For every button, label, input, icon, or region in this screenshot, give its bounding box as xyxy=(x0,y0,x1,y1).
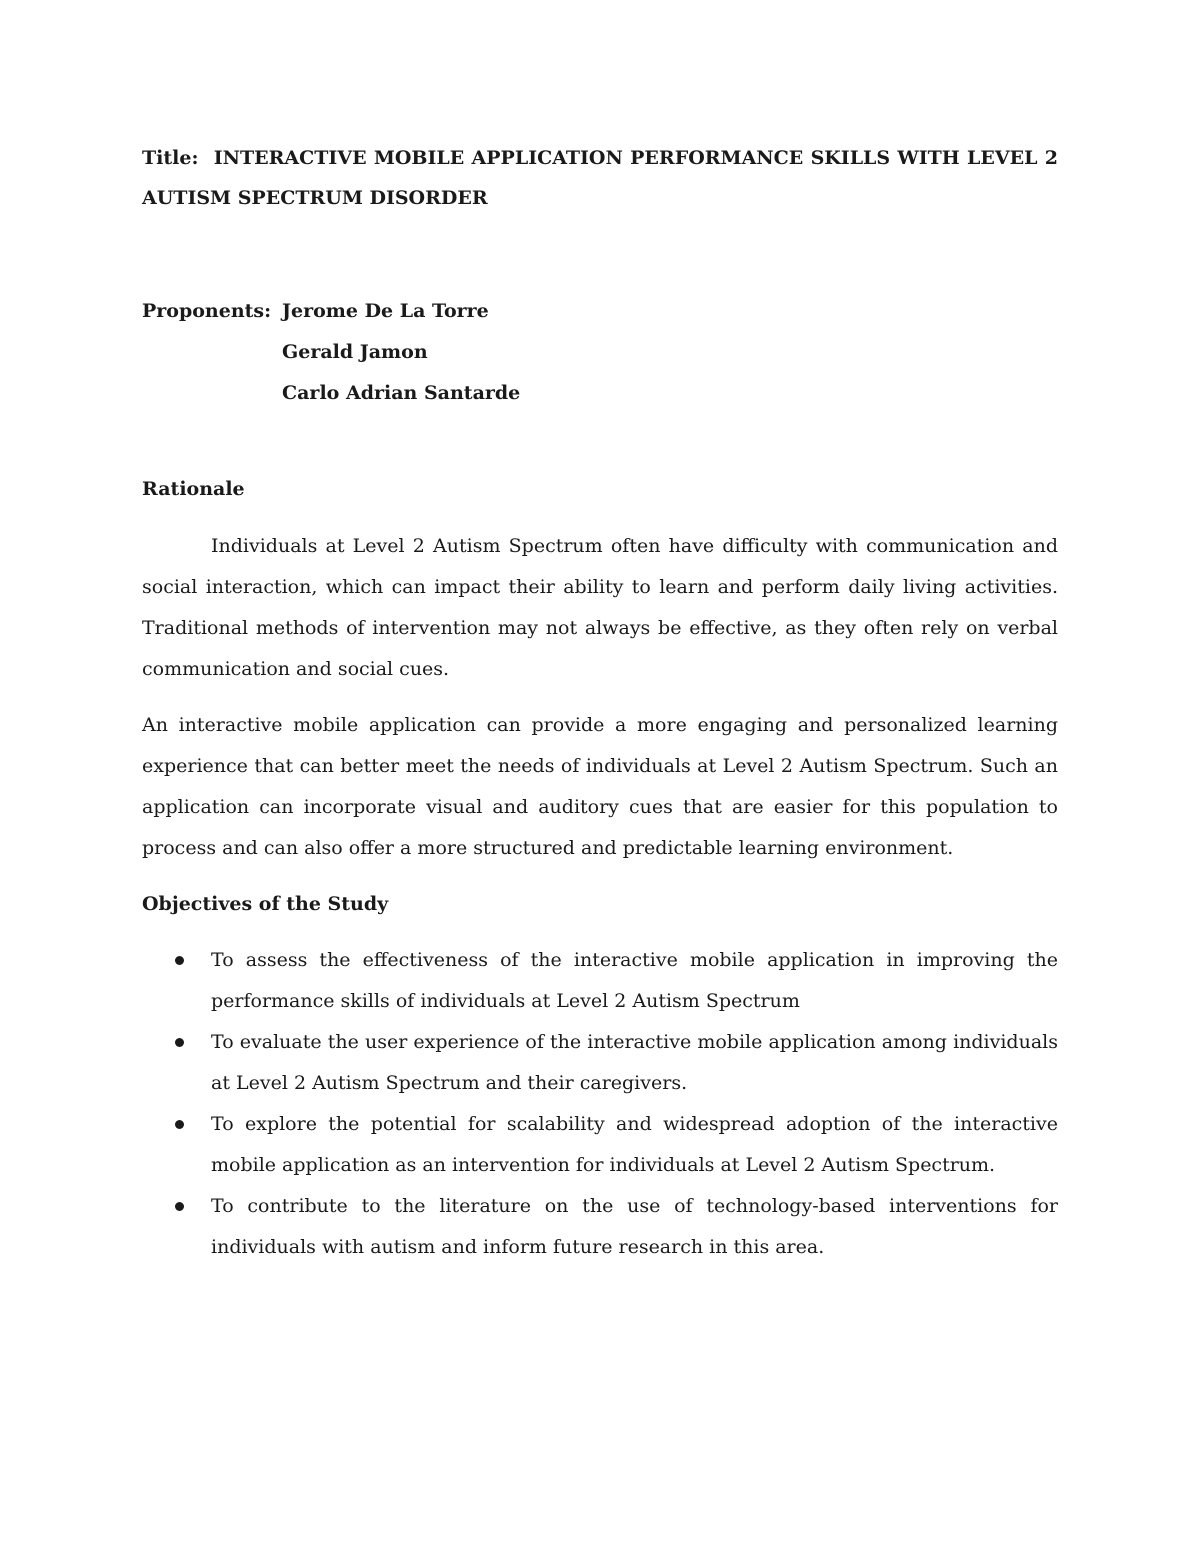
objectives-heading: Objectives of the Study xyxy=(142,893,389,915)
objective-item xyxy=(142,1186,1058,1268)
bullet-icon xyxy=(175,956,184,965)
document-body xyxy=(142,138,1058,1268)
title-label: Title: xyxy=(142,147,199,169)
objective-item xyxy=(142,1104,1058,1186)
objective-text: To contribute to the literature on the use of technology-based interventions for individuals with autism and inform future research in this area. xyxy=(211,1195,1058,1258)
objective-text: To evaluate the user experience of the interactive mobile application among individuals at Level 2 Autism Spectrum and their caregivers. xyxy=(211,1031,1058,1094)
bullet-icon xyxy=(175,1202,184,1211)
title-text: INTERACTIVE MOBILE APPLICATION PERFORMANCE SKILLS WITH LEVEL 2 AUTISM SPECTRUM DISORDER xyxy=(142,147,1058,209)
objective-text: To assess the effectiveness of the interactive mobile application in improving the performance skills of individuals at Level 2 Autism Spectrum xyxy=(211,949,1058,1012)
objective-item xyxy=(142,940,1058,1022)
bullet-icon xyxy=(175,1120,184,1129)
proponent-name: Gerald Jamon xyxy=(282,341,428,363)
bullet-icon xyxy=(175,1038,184,1047)
objective-item xyxy=(142,1022,1058,1104)
proponent-name: Jerome De La Torre xyxy=(282,300,489,322)
proponents-label: Proponents: xyxy=(142,300,272,322)
title-block xyxy=(142,138,1058,218)
proponents-block xyxy=(142,291,1058,414)
proponent-name: Carlo Adrian Santarde xyxy=(282,382,521,404)
proponents-list xyxy=(282,291,520,414)
objectives-list xyxy=(142,940,1058,1268)
rationale-heading: Rationale xyxy=(142,478,245,500)
objective-text: To explore the potential for scalability and widespread adoption of the interactive mobile application as an intervention for individuals at Level 2 Autism Spectrum. xyxy=(211,1113,1058,1176)
rationale-paragraph: Individuals at Level 2 Autism Spectrum often have difficulty with communication and social interaction, which can impact their ability to learn and perform daily living activities. Traditional methods of intervention may not always be effective, as they often rely on verbal communication and social cues. xyxy=(142,535,1058,680)
rationale-paragraph: An interactive mobile application can provide a more engaging and personalized learning experience that can better meet the needs of individuals at Level 2 Autism Spectrum. Such an application can incorporate visual and auditory cues that are easier for this population to process and can also offer a more structured and predictable learning environment. xyxy=(142,714,1058,859)
